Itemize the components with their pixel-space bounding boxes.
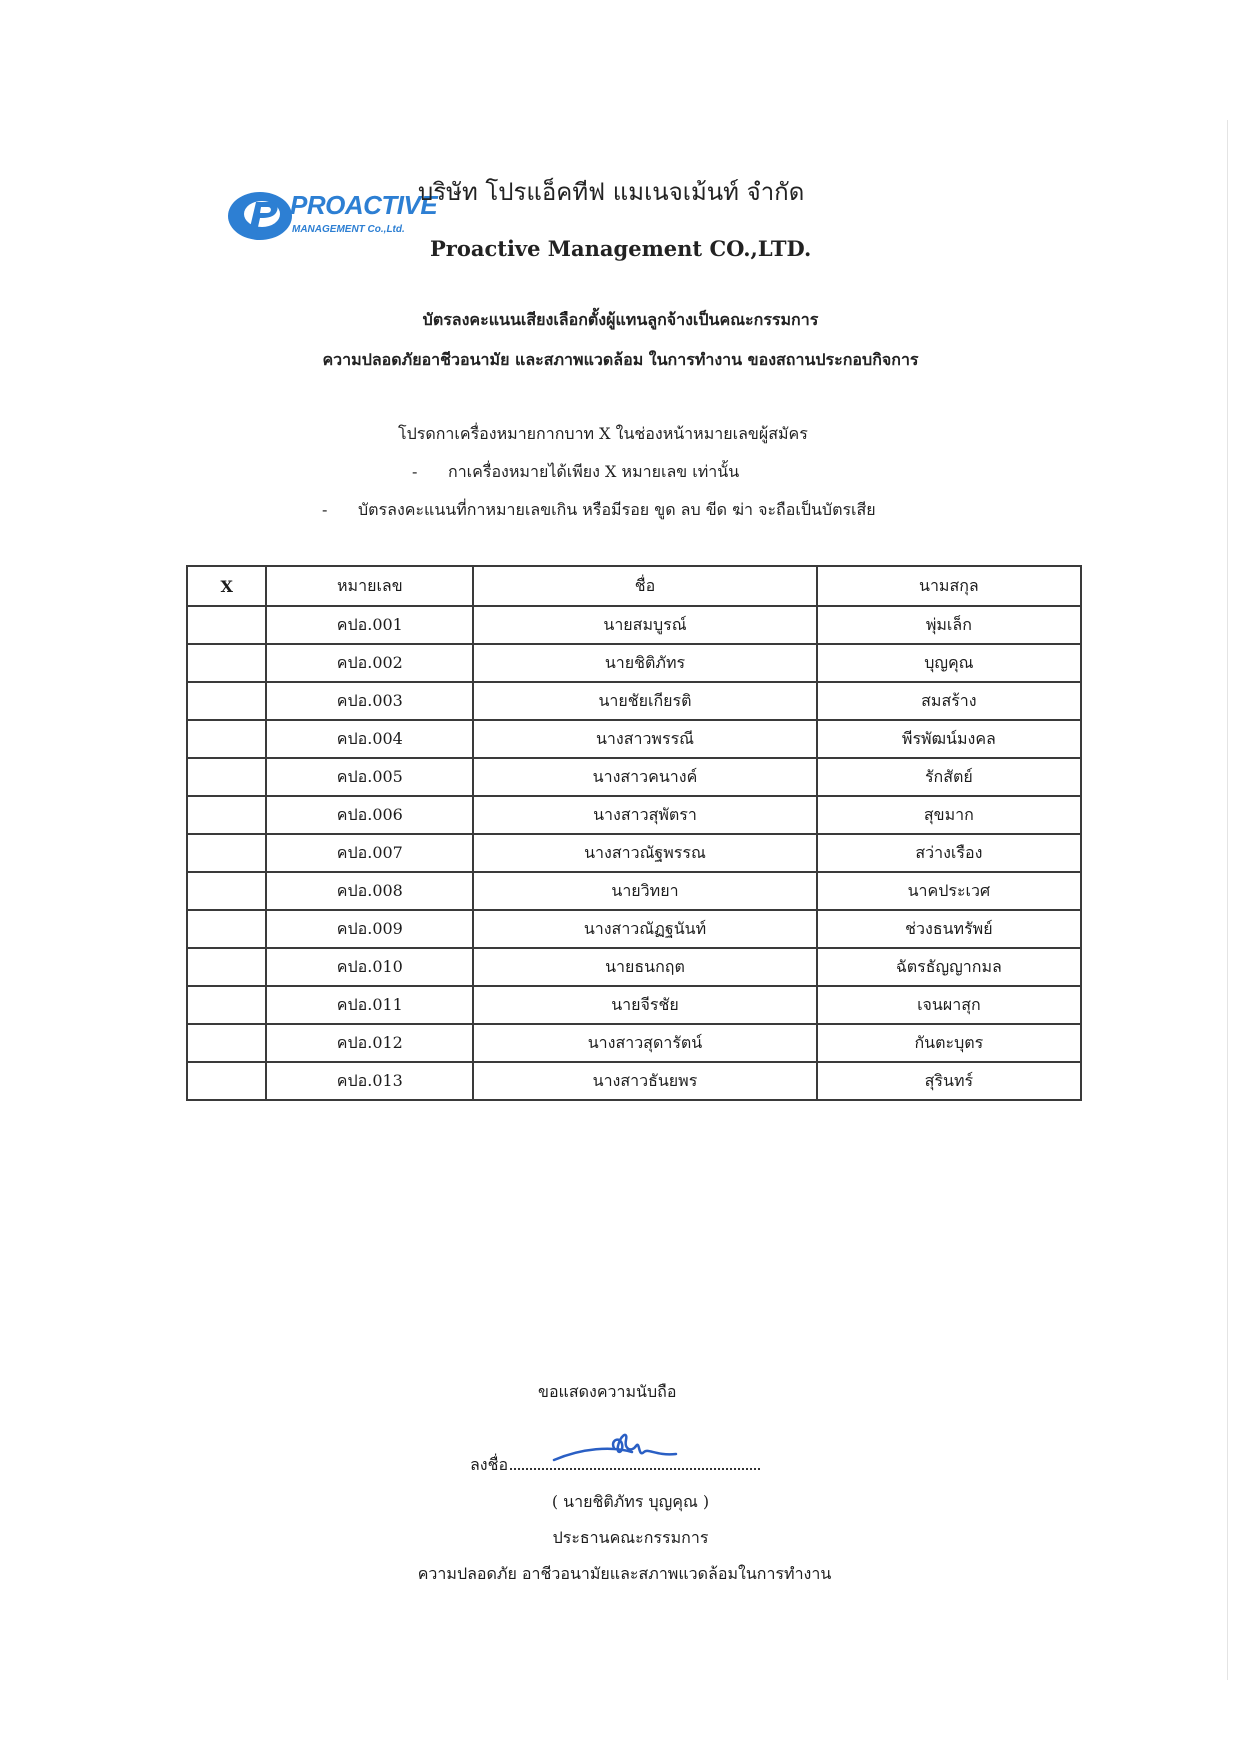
table-row <box>187 796 1081 834</box>
ballot-title-line2: ความปลอดภัยอาชีวอนามัย และสภาพแวดล้อม ในการทำงาน ของสถานประกอบกิจการ <box>322 350 919 369</box>
table-row <box>187 682 1081 720</box>
signatory-position-1: ประธานคณะกรรมการ <box>552 1528 709 1547</box>
ballot-title-line1: บัตรลงคะแนนเสียงเลือกตั้งผู้แทนลูกจ้างเป็นคณะกรรมการ <box>422 310 819 329</box>
bullet-dash: - <box>322 500 328 519</box>
candidate-surname: สุขมาก <box>817 796 1081 834</box>
signature-block <box>0 1370 1241 1590</box>
candidate-number: คปอ.006 <box>266 796 473 834</box>
candidate-number: คปอ.007 <box>266 834 473 872</box>
table-header-row <box>187 566 1081 606</box>
vote-mark-cell[interactable] <box>187 796 266 834</box>
sign-dotted-line <box>510 1454 760 1470</box>
candidate-name: นางสาวคนางค์ <box>473 758 817 796</box>
candidate-number: คปอ.003 <box>266 682 473 720</box>
logo-wordmark: PROACTIVE <box>290 190 438 220</box>
table-row <box>187 1062 1081 1100</box>
letterhead <box>0 168 1241 268</box>
candidate-number: คปอ.002 <box>266 644 473 682</box>
candidate-surname: สมสร้าง <box>817 682 1081 720</box>
vote-mark-cell[interactable] <box>187 758 266 796</box>
candidate-name: นางสาวณัฐพรรณ <box>473 834 817 872</box>
vote-mark-cell[interactable] <box>187 606 266 644</box>
proactive-logo-icon <box>226 188 296 244</box>
candidate-number: คปอ.008 <box>266 872 473 910</box>
table-row <box>187 986 1081 1024</box>
signatory-name: ( นายชิติภัทร บุญคุณ ) <box>551 1492 710 1511</box>
candidate-name: นางสาวสุพัตรา <box>473 796 817 834</box>
vote-mark-cell[interactable] <box>187 644 266 682</box>
vote-mark-cell[interactable] <box>187 1062 266 1100</box>
candidate-number: คปอ.010 <box>266 948 473 986</box>
vote-mark-cell[interactable] <box>187 872 266 910</box>
candidate-number: คปอ.011 <box>266 986 473 1024</box>
candidate-number: คปอ.012 <box>266 1024 473 1062</box>
candidate-surname: บุญคุณ <box>817 644 1081 682</box>
table-row <box>187 872 1081 910</box>
candidate-surname: สว่างเรือง <box>817 834 1081 872</box>
candidate-name: นางสาวสุดารัตน์ <box>473 1024 817 1062</box>
candidate-name: นายวิทยา <box>473 872 817 910</box>
company-name-thai: บริษัท โปรแอ็คทีฟ แมเนจเม้นท์ จำกัด <box>418 178 805 206</box>
bullet-dash: - <box>412 462 418 481</box>
table-row <box>187 758 1081 796</box>
candidate-name: นางสาวณัฏฐนันท์ <box>473 910 817 948</box>
candidate-surname: พุ่มเล็ก <box>817 606 1081 644</box>
candidate-surname: พีรพัฒน์มงคล <box>817 720 1081 758</box>
vote-mark-cell[interactable] <box>187 910 266 948</box>
table-row <box>187 644 1081 682</box>
candidate-surname: ฉัตรธัญญากมล <box>817 948 1081 986</box>
table-row <box>187 910 1081 948</box>
candidate-number: คปอ.001 <box>266 606 473 644</box>
candidate-rows <box>187 606 1081 1100</box>
company-name-english: Proactive Management CO.,LTD. <box>430 236 812 261</box>
vote-mark-cell[interactable] <box>187 720 266 758</box>
vote-mark-cell[interactable] <box>187 1024 266 1062</box>
table-row <box>187 606 1081 644</box>
company-logo <box>226 188 438 246</box>
candidate-name: นายชิติภัทร <box>473 644 817 682</box>
candidate-surname: กันตะบุตร <box>817 1024 1081 1062</box>
candidate-name: นายธนกฤต <box>473 948 817 986</box>
logo-subtext: MANAGEMENT Co.,Ltd. <box>292 224 405 235</box>
candidate-surname: สุรินทร์ <box>817 1062 1081 1100</box>
candidate-name: นางสาวธันยพร <box>473 1062 817 1100</box>
closing-regards: ขอแสดงความนับถือ <box>538 1382 677 1401</box>
candidate-number: คปอ.009 <box>266 910 473 948</box>
instruction-main: โปรดกาเครื่องหมายกากบาท X ในช่องหน้าหมายเลขผู้สมัคร <box>398 424 808 443</box>
vote-mark-cell[interactable] <box>187 834 266 872</box>
signatory-position-2: ความปลอดภัย อาชีวอนามัยและสภาพแวดล้อมในการทำงาน <box>417 1564 832 1583</box>
candidate-name: นายสมบูรณ์ <box>473 606 817 644</box>
rule-2-text: บัตรลงคะแนนที่กาหมายเลขเกิน หรือมีรอย ขูด ลบ ขีด ฆ่า จะถือเป็นบัตรเสีย <box>358 500 876 519</box>
table-row <box>187 720 1081 758</box>
candidate-table <box>186 565 1082 1101</box>
vote-mark-cell[interactable] <box>187 948 266 986</box>
table-row <box>187 948 1081 986</box>
table-row <box>187 1024 1081 1062</box>
candidate-name: นางสาวพรรณี <box>473 720 817 758</box>
candidate-number: คปอ.004 <box>266 720 473 758</box>
header-surname: นามสกุล <box>817 566 1081 606</box>
candidate-surname: นาคประเวศ <box>817 872 1081 910</box>
sign-label: ลงชื่อ <box>470 1455 509 1474</box>
table-row <box>187 834 1081 872</box>
header-number: หมายเลข <box>266 566 473 606</box>
header-name: ชื่อ <box>473 566 817 606</box>
candidate-number: คปอ.013 <box>266 1062 473 1100</box>
candidate-number: คปอ.005 <box>266 758 473 796</box>
candidate-surname: ช่วงธนทรัพย์ <box>817 910 1081 948</box>
instruction-rule-2 <box>322 498 876 523</box>
rule-1-text: กาเครื่องหมายได้เพียง X หมายเลข เท่านั้น <box>448 462 740 481</box>
candidate-surname: รักสัตย์ <box>817 758 1081 796</box>
instruction-rule-1 <box>412 460 739 485</box>
candidate-surname: เจนผาสุก <box>817 986 1081 1024</box>
vote-mark-cell[interactable] <box>187 986 266 1024</box>
sign-line <box>470 1453 760 1478</box>
candidate-name: นายชัยเกียรติ <box>473 682 817 720</box>
vote-mark-cell[interactable] <box>187 682 266 720</box>
header-mark: X <box>187 566 266 606</box>
candidate-name: นายจีรชัย <box>473 986 817 1024</box>
